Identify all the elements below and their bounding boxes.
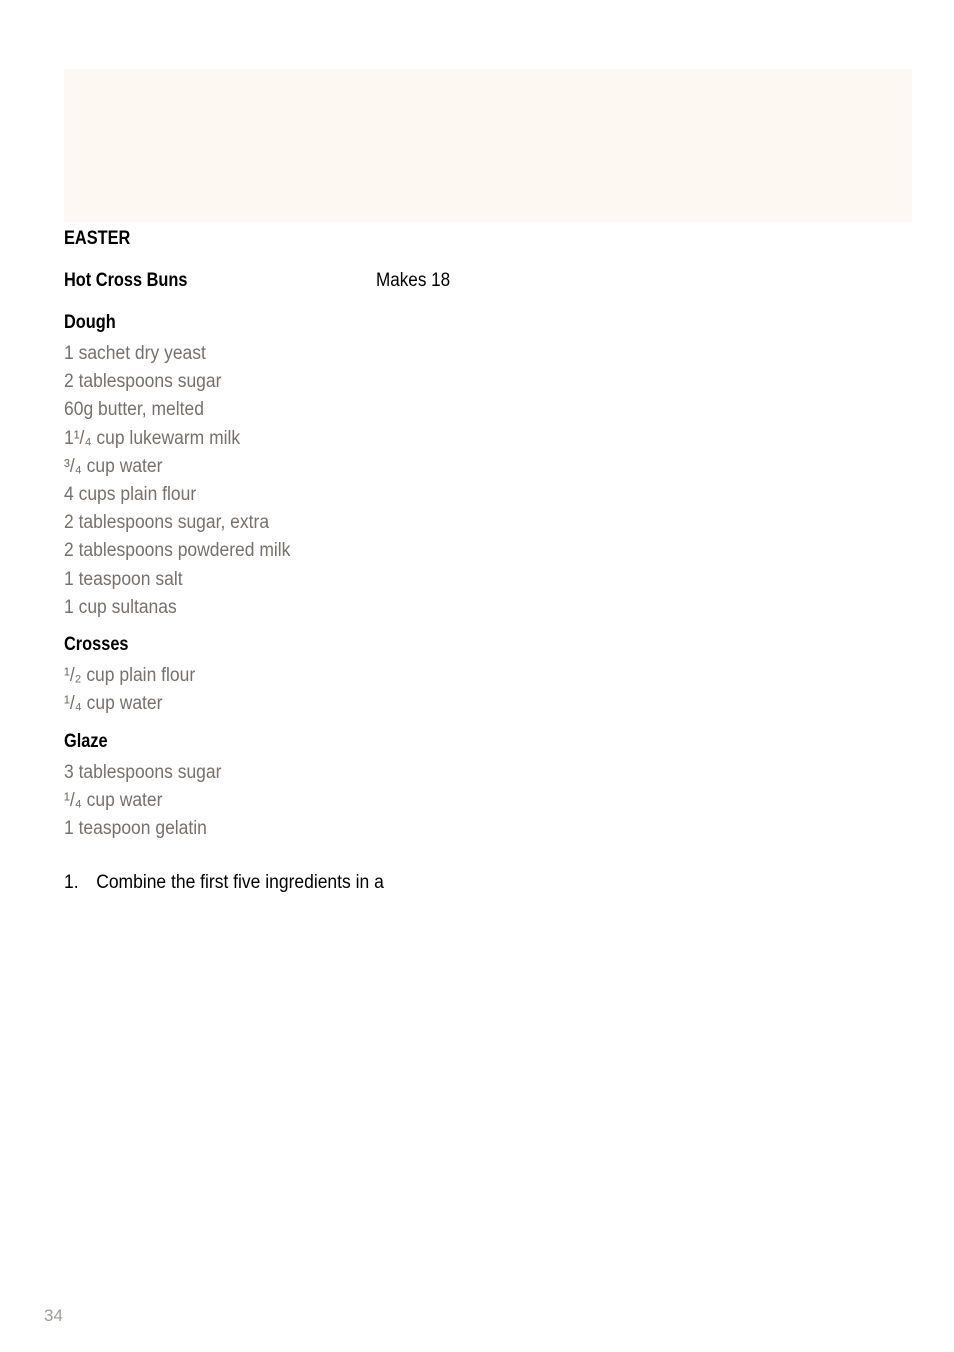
header-banner [64, 69, 912, 222]
ingredient-item: 2 tablespoons sugar [64, 371, 222, 393]
ingredient-item: 1 sachet dry yeast [64, 343, 206, 364]
page-number: 34 [44, 1306, 63, 1325]
ingredient-item: ¹/₄ cup water [64, 693, 163, 715]
ingredient-item: ¹/₄ cup water [64, 790, 163, 812]
ingredient-item: 1 cup sultanas [64, 596, 177, 618]
ingredient-item: 1 teaspoon gelatin [64, 818, 207, 840]
group-heading: Dough [64, 312, 116, 333]
group-heading: Crosses [64, 634, 129, 655]
ingredient-item: 2 tablespoons sugar, extra [64, 512, 270, 534]
ingredient-item: 1 teaspoon salt [64, 568, 183, 590]
group-heading: Glaze [64, 731, 108, 752]
step-number: 1. [64, 872, 79, 893]
ingredient-item: 3 tablespoons sugar [64, 762, 222, 783]
recipe-yield: Makes 18 [376, 270, 451, 291]
ingredient-item: ¹/₂ cup plain flour [64, 665, 196, 686]
ingredient-item: 4 cups plain flour [64, 483, 197, 505]
step-text: Combine the first five ingredients in a [96, 872, 384, 893]
ingredient-group-crosses [64, 634, 207, 718]
ingredient-item: 60g butter, melted [64, 399, 204, 421]
ingredient-item: 1¹/₄ cup lukewarm milk [64, 427, 241, 449]
section-heading: EASTER [64, 228, 131, 249]
recipe-title: Hot Cross Buns [64, 270, 188, 291]
ingredient-group-dough [64, 312, 310, 622]
ingredient-item: ³/₄ cup water [64, 455, 163, 477]
ingredient-item: 2 tablespoons powdered milk [64, 540, 291, 562]
method-step [64, 872, 384, 894]
ingredient-group-glaze [64, 731, 235, 844]
